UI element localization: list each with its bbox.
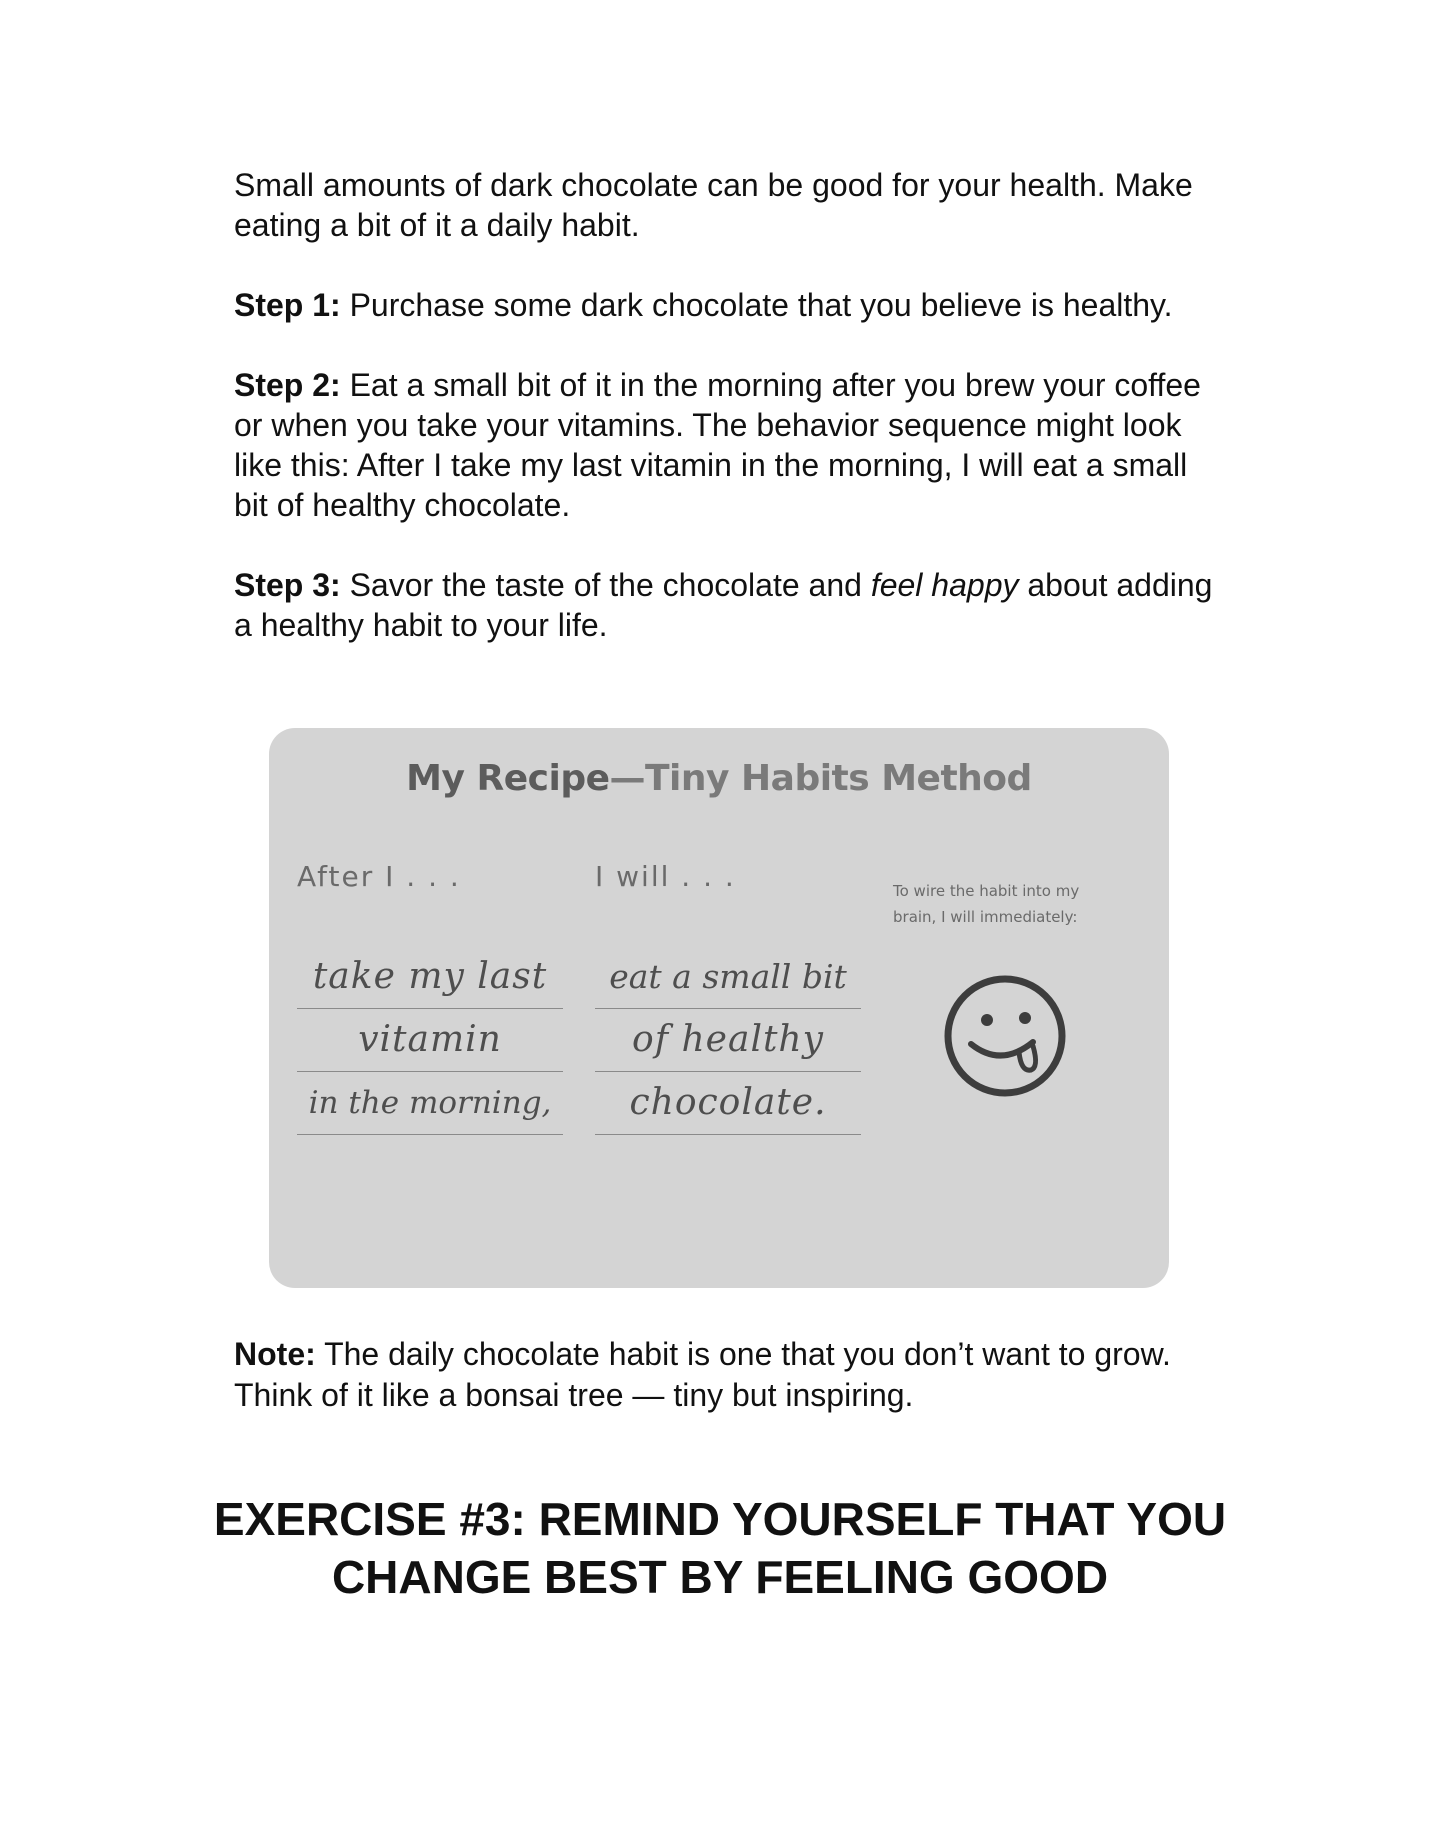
- recipe-title-dash: —: [609, 758, 645, 799]
- recipe-card-title: [269, 758, 1169, 799]
- after-line-1: take my last: [297, 946, 563, 1009]
- after-line-2: vitamin: [297, 1009, 563, 1072]
- step-1-label: Step 1:: [234, 287, 341, 323]
- smiley-face-tongue-icon: [941, 972, 1069, 1100]
- intro-paragraph: Small amounts of dark chocolate can be good for your health. Make eating a bit of it a daily habit.: [234, 167, 1193, 243]
- after-label: After I . . .: [297, 860, 461, 893]
- step-2-paragraph: [234, 365, 1224, 525]
- step-2-text: Eat a small bit of it in the morning after you brew your coffee or when you take your vitamins. The behavior sequence might look like this: After I take my last vitamin in the morning, I will eat a small bit of healthy chocolate.: [234, 367, 1201, 523]
- will-line-3: chocolate.: [595, 1072, 861, 1135]
- celebration-label: To wire the habit into my brain, I will immediately:: [893, 882, 1080, 926]
- will-behavior-column: [595, 946, 861, 1135]
- step-1-paragraph: [234, 285, 1224, 325]
- recipe-title: My Recipe: [406, 758, 610, 799]
- recipe-subtitle: Tiny Habits Method: [645, 758, 1032, 799]
- note-paragraph: [234, 1334, 1224, 1416]
- recipe-card: [269, 728, 1169, 1288]
- note-label: Note:: [234, 1336, 316, 1372]
- body-text: [234, 165, 1224, 685]
- after-line-3: in the morning,: [297, 1072, 563, 1135]
- exercise-heading: EXERCISE #3: REMIND YOURSELF THAT YOU CHANGE BEST BY FEELING GOOD: [213, 1493, 1227, 1603]
- note-text: The daily chocolate habit is one that you don’t want to grow. Think of it like a bonsai tree — tiny but inspiring.: [234, 1336, 1171, 1413]
- step-1-text: Purchase some dark chocolate that you believe is healthy.: [340, 287, 1173, 323]
- after-anchor-column: [297, 946, 563, 1135]
- step-3-emphasis: feel happy: [870, 567, 1019, 603]
- step-3-label: Step 3:: [234, 567, 341, 603]
- will-line-1: eat a small bit: [595, 946, 861, 1009]
- step-3-paragraph: [234, 565, 1224, 645]
- step-3-text-before: Savor the taste of the chocolate and: [340, 567, 871, 603]
- step-2-label: Step 2:: [234, 367, 341, 403]
- will-label: I will . . .: [595, 860, 736, 893]
- step-3-text-after: about adding a healthy habit to your life.: [234, 567, 1213, 643]
- will-line-2: of healthy: [595, 1009, 861, 1072]
